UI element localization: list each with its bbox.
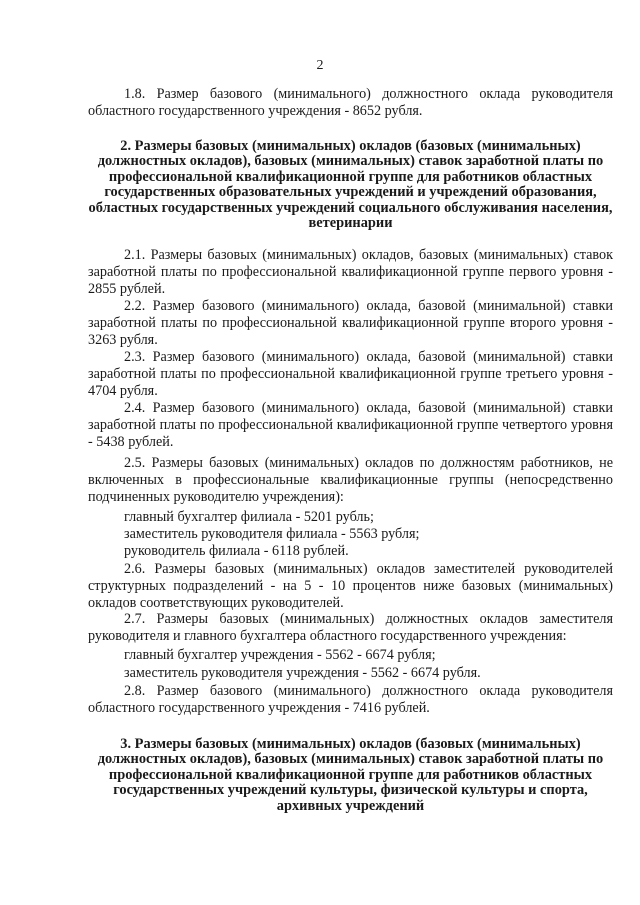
paragraph-2-8: 2.8. Размер базового (минимального) должностного оклада руководителя областного государственного учреждения - 7416 рублей.: [88, 683, 613, 716]
paragraph-2-3: 2.3. Размер базового (минимального) оклада, базовой (минимальной) ставки заработной платы по профессиональной квалификационной группе третьего уровня - 4704 рубля.: [88, 349, 613, 399]
paragraph-2-7: 2.7. Размеры базовых (минимальных) должностных окладов заместителя руководителя и главного бухгалтера областного государственного учреждения:: [88, 611, 613, 644]
paragraph-2-4: 2.4. Размер базового (минимального) оклада, базовой (минимальной) ставки заработной платы по профессиональной квалификационной группе четвертого уровня - 5438 рублей.: [88, 400, 613, 450]
paragraph-2-5: 2.5. Размеры базовых (минимальных) окладов по должностям работников, не включенных в профессиональные квалификационные группы (непосредственно подчиненных руководителю учреждения):: [88, 455, 613, 505]
list-item: главный бухгалтер учреждения - 5562 - 6674 рубля;: [124, 647, 436, 663]
list-item: заместитель руководителя филиала - 5563 рубля;: [124, 526, 420, 542]
list-item: руководитель филиала - 6118 рублей.: [124, 543, 349, 559]
paragraph-2-2: 2.2. Размер базового (минимального) оклада, базовой (минимальной) ставки заработной платы по профессиональной квалификационной группе второго уровня - 3263 рубля.: [88, 298, 613, 348]
list-item: заместитель руководителя учреждения - 5562 - 6674 рубля.: [124, 665, 481, 681]
page-number: 2: [316, 58, 324, 73]
paragraph-2-6: 2.6. Размеры базовых (минимальных) окладов заместителей руководителей структурных подразделений - на 5 - 10 процентов ниже базовых (минимальных) окладов соответствующих руководителей.: [88, 561, 613, 611]
paragraph-2-1: 2.1. Размеры базовых (минимальных) окладов, базовых (минимальных) ставок заработной платы по профессиональной квалификационной группе первого уровня - 2855 рублей.: [88, 247, 613, 297]
section-2-heading: 2. Размеры базовых (минимальных) окладов (базовых (минимальных) должностных окладов), базовых (минимальных) ставок заработной платы по профессиональной квалификационной группе для работников областных государственных образовательных учреждений и учреждений образования, областных государственных учреждений социального обслуживания населения, ветеринарии: [88, 138, 613, 232]
list-item: главный бухгалтер филиала - 5201 рубль;: [124, 509, 374, 525]
paragraph-1-8: 1.8. Размер базового (минимального) должностного оклада руководителя областного государственного учреждения - 8652 рубля.: [88, 86, 613, 119]
section-3-heading: 3. Размеры базовых (минимальных) окладов (базовых (минимальных) должностных окладов), базовых (минимальных) ставок заработной платы по профессиональной квалификационной группе для работников областных государственных учреждений культуры, физической культуры и спорта, архивных учреждений: [97, 736, 604, 814]
